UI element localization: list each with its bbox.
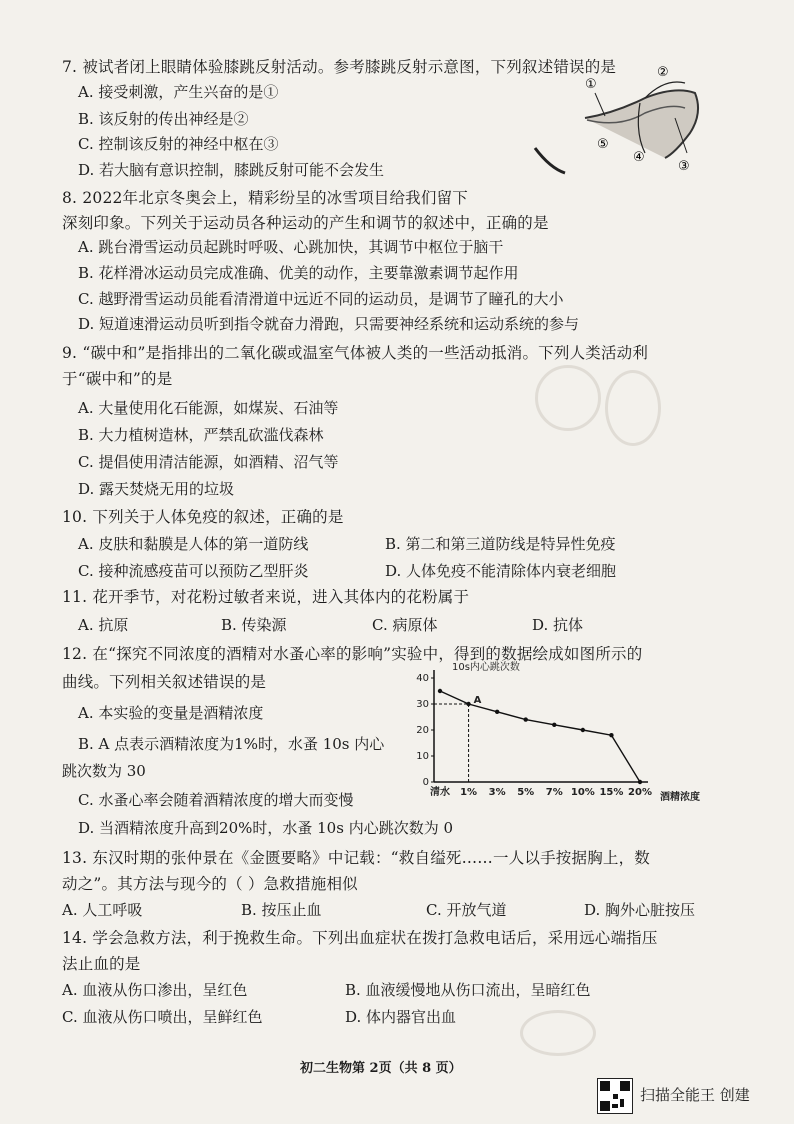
q12-option-c: C. 水蚤心率会随着酒精浓度的增大而变慢 [78, 791, 354, 809]
x-axis-label: 酒精浓度 [660, 792, 700, 803]
q10-stem: 10. 下列关于人体免疫的叙述，正确的是 [62, 508, 344, 526]
data-point [524, 717, 528, 721]
q12-option-a: A. 本实验的变量是酒精浓度 [78, 704, 264, 722]
q13-option-d: D. 胸外心脏按压 [584, 901, 696, 919]
q14-stem-2: 法止血的是 [62, 955, 141, 973]
scan-watermark: 扫描全能王 创建 [640, 1086, 750, 1104]
q9-stem-1: 9. “碳中和”是指排出的二氧化碳或温室气体被人类的一些活动抵消。下列人类活动利 [62, 344, 649, 362]
q10-option-b: B. 第二和第三道防线是特异性免疫 [385, 535, 616, 553]
data-point [609, 733, 613, 737]
q8-stem-1: 8. 2022年北京冬奥会上，精彩纷呈的冰雪项目给我们留下 [62, 189, 468, 207]
q13-option-b: B. 按压止血 [241, 901, 322, 919]
label-4: ④ [633, 150, 645, 165]
knee-jerk-reflex-diagram [525, 58, 715, 178]
q14-option-d: D. 体内器官出血 [345, 1008, 457, 1026]
q13-option-a: A. 人工呼吸 [62, 901, 143, 919]
heart-rate-chart [410, 660, 730, 805]
q9-option-c: C. 提倡使用清洁能源，如酒精、沼气等 [78, 453, 339, 471]
q8-option-b: B. 花样滑冰运动员完成准确、优美的动作，主要靠激素调节起作用 [78, 264, 519, 282]
q12-option-b-1: B. A 点表示酒精浓度为1%时，水蚤 10s 内心 [78, 735, 385, 753]
q11-option-a: A. 抗原 [78, 616, 129, 634]
q7-option-b: B. 该反射的传出神经是② [78, 110, 249, 128]
q7-option-a: A. 接受刺激，产生兴奋的是① [78, 83, 279, 101]
q14-stem-1: 14. 学会急救方法，利于挽救生命。下列出血症状在拨打急救电话后，采用远心端指压 [62, 929, 658, 947]
x-tick-label: 清水 [430, 787, 450, 798]
x-tick-label: 5% [517, 787, 535, 798]
q14-option-c: C. 血液从伤口喷出，呈鲜红色 [62, 1008, 263, 1026]
x-tick-label: 7% [545, 787, 563, 798]
q14-option-a: A. 血液从伤口渗出，呈红色 [62, 981, 248, 999]
point-a-label: A [473, 695, 482, 706]
label-5: ⑤ [597, 137, 609, 152]
data-point [495, 710, 499, 714]
chart-title: 10s内心跳次数 [452, 662, 520, 673]
q12-option-d: D. 当酒精浓度升高到20%时，水蚤 10s 内心跳次数为 0 [78, 819, 454, 837]
q12-stem-1: 12. 在“探究不同浓度的酒精对水蚤心率的影响”实验中，得到的数据绘成如图所示的 [62, 645, 643, 663]
data-point [581, 728, 585, 732]
q11-option-b: B. 传染源 [221, 616, 287, 634]
label-3: ③ [678, 159, 690, 174]
q7-stem: 7. 被试者闭上眼睛体验膝跳反射活动。参考膝跳反射示意图，下列叙述错误的是 [62, 58, 617, 76]
q10-option-a: A. 皮肤和黏膜是人体的第一道防线 [78, 535, 309, 553]
y-tick-label: 40 [416, 673, 429, 684]
y-tick-label: 10 [416, 751, 429, 762]
x-tick-label: 20% [628, 787, 652, 798]
q9-stem-2: 于“碳中和”的是 [62, 370, 173, 388]
x-tick-label: 3% [488, 787, 506, 798]
q11-stem: 11. 花开季节，对花粉过敏者来说，进入其体内的花粉属于 [62, 588, 470, 606]
data-point [638, 780, 642, 784]
y-tick-label: 30 [416, 699, 429, 710]
label-2: ② [657, 65, 669, 80]
q7-option-d: D. 若大脑有意识控制，膝跳反射可能不会发生 [78, 161, 385, 179]
q11-option-c: C. 病原体 [372, 616, 438, 634]
page-footer: 初二生物第 2页（共 8 页） [300, 1061, 462, 1076]
x-tick-label: 1% [460, 787, 478, 798]
y-tick-label: 20 [416, 725, 429, 736]
q8-stem-2: 深刻印象。下列关于运动员各种运动的产生和调节的叙述中，正确的是 [62, 214, 549, 232]
data-point [552, 723, 556, 727]
q9-option-a: A. 大量使用化石能源，如煤炭、石油等 [78, 399, 339, 417]
q13-stem-1: 13. 东汉时期的张仲景在《金匮要略》中记载：“救自缢死……一人以手按据胸上，数 [62, 849, 651, 867]
q10-option-c: C. 接种流感疫苗可以预防乙型肝炎 [78, 562, 309, 580]
q12-option-b-2: 跳次数为 30 [62, 762, 146, 780]
x-tick-label: 10% [570, 787, 595, 798]
x-tick-label: 15% [599, 787, 624, 798]
q8-option-c: C. 越野滑雪运动员能看清滑道中远近不同的运动员，是调节了瞳孔的大小 [78, 290, 564, 308]
q11-option-d: D. 抗体 [532, 616, 584, 634]
q13-option-c: C. 开放气道 [426, 901, 507, 919]
qr-code-icon [597, 1078, 633, 1114]
q14-option-b: B. 血液缓慢地从伤口流出，呈暗红色 [345, 981, 591, 999]
y-tick-label: 0 [422, 777, 429, 788]
q9-option-d: D. 露天焚烧无用的垃圾 [78, 480, 235, 498]
q9-option-b: B. 大力植树造林，严禁乱砍滥伐森林 [78, 426, 324, 444]
q12-stem-2: 曲线。下列相关叙述错误的是 [62, 673, 267, 691]
q13-stem-2: 动之”。其方法与现今的（ ）急救措施相似 [62, 875, 358, 893]
q10-option-d: D. 人体免疫不能清除体内衰老细胞 [385, 562, 617, 580]
q7-option-c: C. 控制该反射的神经中枢在③ [78, 135, 279, 153]
data-point [438, 689, 442, 693]
q8-option-a: A. 跳台滑雪运动员起跳时呼吸、心跳加快，其调节中枢位于脑干 [78, 238, 504, 256]
label-1: ① [585, 77, 597, 92]
q8-option-d: D. 短道速滑运动员听到指令就奋力滑跑，只需要神经系统和运动系统的参与 [78, 315, 580, 333]
